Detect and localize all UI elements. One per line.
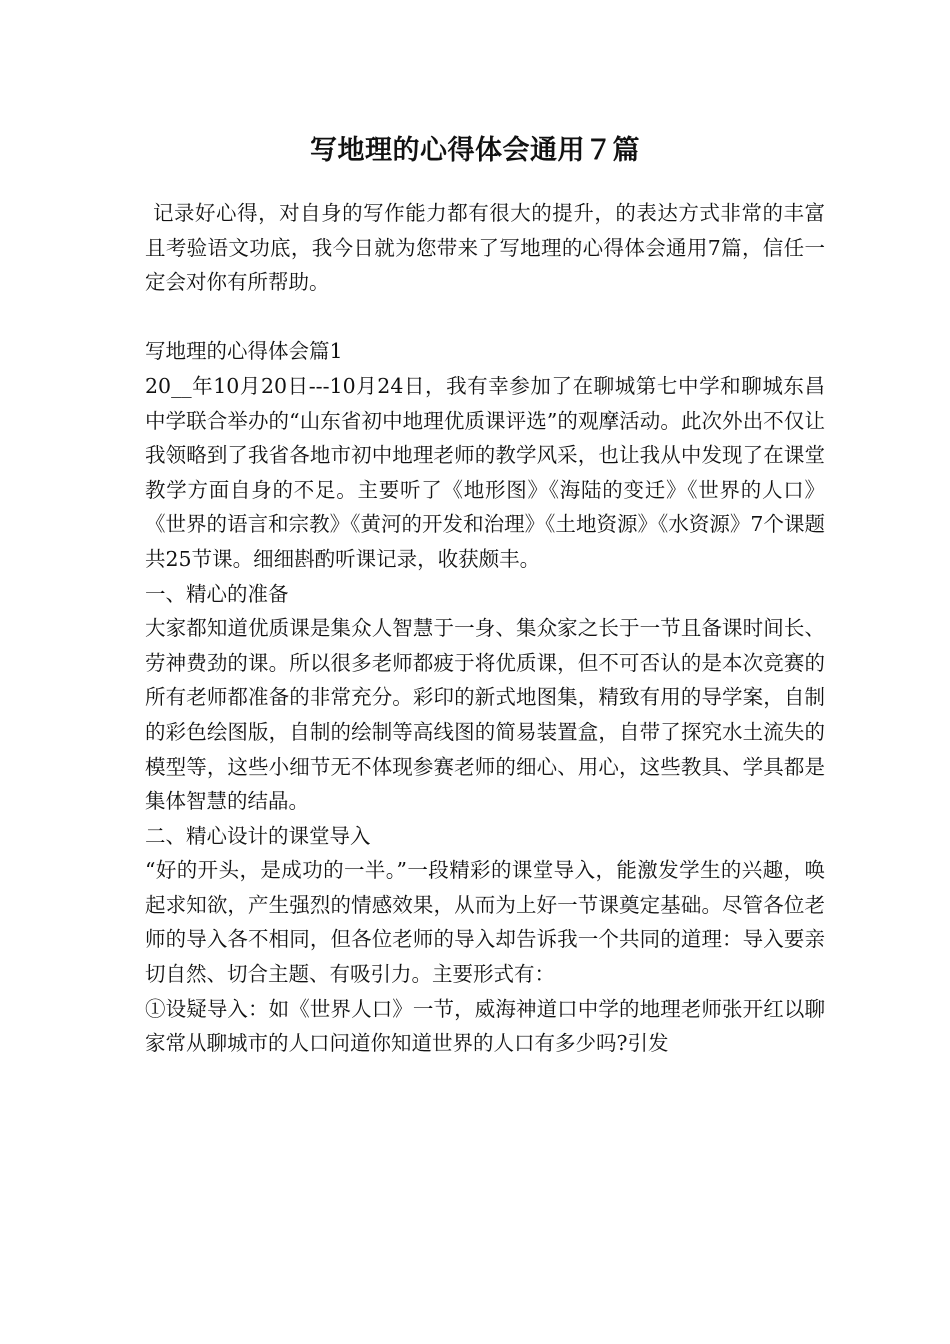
body-paragraph: “好的开头，是成功的一半。”一段精彩的课堂导入，能激发学生的兴趣，唤起求知欲，产生强烈的情感效果，从而为上好一节课奠定基础。尽管各位老师的导入各不相同，但各位老师的导入却告诉我一个共同的道理：导入要亲切自然、切合主题、有吸引力。主要形式有： xyxy=(145,858,825,987)
subheading-lesson-intro: 二、精心设计的课堂导入 xyxy=(145,823,371,848)
document-title: 写地理的心得体会通用７篇 xyxy=(310,135,640,166)
intro-paragraph: 记录好心得，对自身的写作能力都有很大的提升，的表达方式非常的丰富且考验语文功底，我今日就为您带来了写地理的心得体会通用7篇，信任一定会对你有所帮助。 xyxy=(145,201,825,295)
subheading-preparation: 一、精心的准备 xyxy=(145,581,289,606)
body-paragraph: 20__年10月20日---10月24日，我有幸参加了在聊城第七中学和聊城东昌中学联合举办的“山东省初中地理优质课评选”的观摩活动。此次外出不仅让我领略到了我省各地市初中地理老师的教学风采，也让我从中发现了在课堂教学方面自身的不足。主要听了《地形图》《海陆的变迁》《世界的人口》《世界的语言和宗教》《黄河的开发和治理》《土地资源》《水资源》7个课题共25节课。细细斟酌听课记录，收获颇丰。 xyxy=(145,373,825,571)
body-paragraph: 大家都知道优质课是集众人智慧于一身、集众家之长于一节且备课时间长、劳神费劲的课。所以很多老师都疲于将优质课，但不可否认的是本次竞赛的所有老师都准备的非常充分。彩印的新式地图集，精致有用的导学案，自制的彩色绘图版，自制的绘制等高线图的简易装置盒，自带了探究水土流失的模型等，这些小细节无不体现参赛老师的细心、用心，这些教具、学具都是集体智慧的结晶。 xyxy=(145,616,825,814)
section-heading: 写地理的心得体会篇1 xyxy=(145,339,343,364)
document-body xyxy=(145,196,825,1061)
list-item: ①设疑导入：如《世界人口》一节，威海神道口中学的地理老师张开红以聊家常从聊城市的人口问道你知道世界的人口有多少吗?引发 xyxy=(145,996,825,1056)
